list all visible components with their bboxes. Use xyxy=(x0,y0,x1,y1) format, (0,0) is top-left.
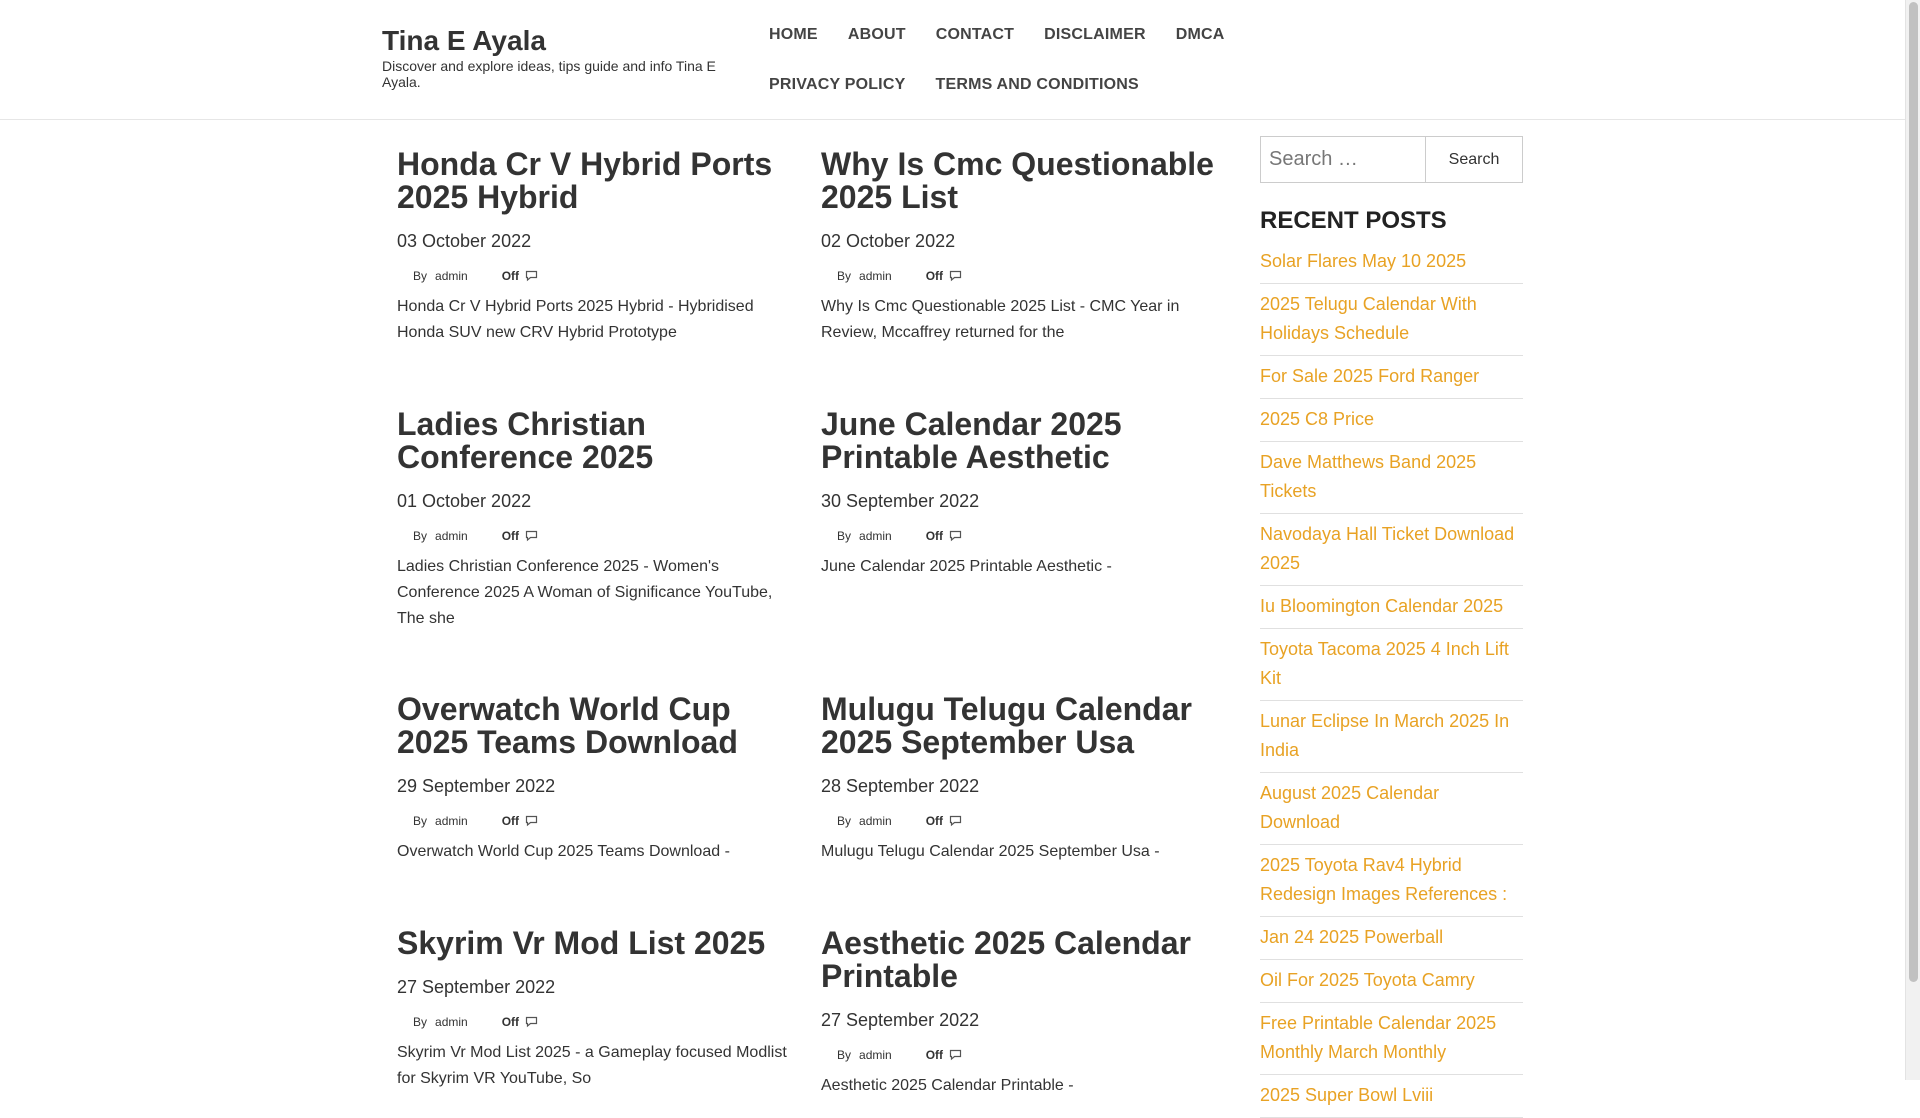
comments-status: Off xyxy=(501,814,520,828)
nav-link-home[interactable]: HOME xyxy=(769,26,818,43)
list-item xyxy=(1260,241,1523,284)
meta-by-label: By xyxy=(413,269,428,283)
post-excerpt: Skyrim Vr Mod List 2025 - a Gameplay focused Modlist for Skyrim VR YouTube, So xyxy=(397,1044,787,1087)
comment-icon xyxy=(525,530,538,542)
folder-icon xyxy=(488,529,498,543)
post-excerpt: Overwatch World Cup 2025 Teams Download - xyxy=(397,843,730,860)
post-meta xyxy=(821,268,1221,284)
recent-post-link[interactable]: Jan 24 2025 Powerball xyxy=(1260,927,1444,947)
recent-post-link[interactable]: Free Printable Calendar 2025 Monthly March Monthly xyxy=(1260,1013,1497,1062)
recent-post-link[interactable]: 2025 Telugu Calendar With Holidays Schedule xyxy=(1260,294,1477,343)
comments-status: Off xyxy=(925,269,944,283)
comments-status: Off xyxy=(925,1048,944,1062)
list-item xyxy=(1260,917,1523,960)
nav-item-disclaimer xyxy=(1029,10,1161,60)
post-title-link[interactable]: Honda Cr V Hybrid Ports 2025 Hybrid xyxy=(397,146,773,215)
site-header xyxy=(0,0,1905,120)
user-icon xyxy=(821,529,835,543)
post-title-link[interactable]: Skyrim Vr Mod List 2025 xyxy=(397,925,766,961)
post-date: 03 October 2022 xyxy=(397,231,532,251)
comments-status: Off xyxy=(925,814,944,828)
comments-status: Off xyxy=(501,529,520,543)
user-icon xyxy=(397,529,411,543)
list-item xyxy=(1260,284,1523,356)
list-item xyxy=(1260,442,1523,514)
comments-status: Off xyxy=(501,269,520,283)
search-button[interactable]: Search xyxy=(1426,136,1523,183)
post-card xyxy=(821,408,1221,580)
meta-by-label: By xyxy=(413,1015,428,1029)
list-item xyxy=(1260,356,1523,399)
post-card xyxy=(821,148,1221,346)
post-meta xyxy=(821,1047,1221,1063)
folder-icon xyxy=(912,269,922,283)
search-input[interactable] xyxy=(1260,136,1426,183)
scrollbar-thumb[interactable] xyxy=(1909,2,1918,982)
list-item xyxy=(1260,1075,1523,1118)
recent-post-link[interactable]: 2025 Toyota Rav4 Hybrid Redesign Images References : xyxy=(1260,855,1508,904)
recent-post-link[interactable]: Navodaya Hall Ticket Download 2025 xyxy=(1260,524,1515,573)
folder-icon xyxy=(912,814,922,828)
comments-status: Off xyxy=(501,1015,520,1029)
post-title-link[interactable]: Why Is Cmc Questionable 2025 List xyxy=(821,146,1214,215)
post-meta xyxy=(821,528,1221,544)
comment-icon xyxy=(525,815,538,827)
recent-post-link[interactable]: August 2025 Calendar Download xyxy=(1260,783,1440,832)
post-author-link[interactable]: admin xyxy=(435,1015,468,1029)
post-excerpt: Mulugu Telugu Calendar 2025 September Usa - xyxy=(821,843,1160,860)
post-title-link[interactable]: Aesthetic 2025 Calendar Printable xyxy=(821,925,1191,994)
post-author-link[interactable]: admin xyxy=(859,814,892,828)
meta-by-label: By xyxy=(837,529,852,543)
site-title-link[interactable]: Tina E Ayala xyxy=(382,25,546,56)
recent-post-link[interactable]: Lunar Eclipse In March 2025 In India xyxy=(1260,711,1510,760)
site-branding xyxy=(382,26,732,90)
list-item xyxy=(1260,514,1523,586)
nav-link-contact[interactable]: CONTACT xyxy=(935,26,1015,43)
nav-item-dmca xyxy=(1161,10,1240,60)
meta-by-label: By xyxy=(837,269,852,283)
recent-posts-list xyxy=(1260,241,1523,1118)
post-title-link[interactable]: June Calendar 2025 Printable Aesthetic xyxy=(821,406,1122,475)
post-title-link[interactable]: Mulugu Telugu Calendar 2025 September Usa xyxy=(821,691,1192,760)
recent-post-link[interactable]: Iu Bloomington Calendar 2025 xyxy=(1260,596,1504,616)
recent-post-link[interactable]: Solar Flares May 10 2025 xyxy=(1260,251,1467,271)
meta-by-label: By xyxy=(837,1048,852,1062)
list-item xyxy=(1260,399,1523,442)
post-card xyxy=(397,408,797,632)
list-item xyxy=(1260,960,1523,1003)
post-date: 02 October 2022 xyxy=(821,231,956,251)
recent-post-link[interactable]: For Sale 2025 Ford Ranger xyxy=(1260,366,1480,386)
post-meta xyxy=(397,813,797,829)
post-title-link[interactable]: Ladies Christian Conference 2025 xyxy=(397,406,654,475)
post-excerpt: Ladies Christian Conference 2025 - Women's Conference 2025 A Woman of Significance YouTube, The she xyxy=(397,558,773,627)
meta-by-label: By xyxy=(837,814,852,828)
recent-post-link[interactable]: Dave Matthews Band 2025 Tickets xyxy=(1260,452,1477,501)
folder-icon xyxy=(488,269,498,283)
page-scrollbar[interactable] xyxy=(1905,0,1920,1080)
post-card xyxy=(821,693,1221,865)
recent-posts-title: RECENT POSTS xyxy=(1260,207,1447,234)
post-meta xyxy=(821,813,1221,829)
nav-link-terms[interactable]: TERMS AND CONDITIONS xyxy=(935,76,1139,93)
user-icon xyxy=(821,814,835,828)
post-date: 30 September 2022 xyxy=(821,491,980,511)
post-author-link[interactable]: admin xyxy=(859,529,892,543)
post-excerpt: Aesthetic 2025 Calendar Printable - xyxy=(821,1077,1074,1094)
list-item xyxy=(1260,586,1523,629)
list-item xyxy=(1260,773,1523,845)
site-description: Discover and explore ideas, tips guide and info Tina E Ayala. xyxy=(382,58,716,90)
post-meta xyxy=(397,1014,797,1030)
comment-icon xyxy=(949,270,962,282)
post-date: 27 September 2022 xyxy=(397,977,556,997)
user-icon xyxy=(821,1048,835,1062)
folder-icon xyxy=(912,1048,922,1062)
folder-icon xyxy=(488,1015,498,1029)
recent-post-link[interactable]: 2025 Super Bowl Lviii xyxy=(1260,1085,1434,1105)
nav-link-privacy-policy[interactable]: PRIVACY POLICY xyxy=(769,76,906,93)
nav-item-about xyxy=(833,10,921,60)
recent-post-link[interactable]: 2025 C8 Price xyxy=(1260,409,1375,429)
nav-link-dmca[interactable]: DMCA xyxy=(1175,26,1225,43)
post-card xyxy=(397,693,797,865)
post-author-link[interactable]: admin xyxy=(859,1048,892,1062)
user-icon xyxy=(397,269,411,283)
post-author-link[interactable]: admin xyxy=(435,814,468,828)
user-icon xyxy=(397,814,411,828)
folder-icon xyxy=(488,814,498,828)
post-date: 27 September 2022 xyxy=(821,1010,980,1030)
comment-icon xyxy=(949,530,962,542)
post-date: 28 September 2022 xyxy=(821,776,980,796)
comment-icon xyxy=(525,1016,538,1028)
post-date: 29 September 2022 xyxy=(397,776,556,796)
post-meta xyxy=(397,268,797,284)
post-meta xyxy=(397,528,797,544)
post-author-link[interactable]: admin xyxy=(435,529,468,543)
meta-by-label: By xyxy=(413,814,428,828)
post-title-link[interactable]: Overwatch World Cup 2025 Teams Download xyxy=(397,691,738,760)
comment-icon xyxy=(949,1049,962,1061)
post-card xyxy=(397,927,797,1092)
nav-link-disclaimer[interactable]: DISCLAIMER xyxy=(1044,26,1146,43)
sidebar xyxy=(1260,136,1523,1118)
nav-link-about[interactable]: ABOUT xyxy=(847,26,906,43)
search-form xyxy=(1260,136,1523,183)
post-card xyxy=(821,927,1221,1099)
main-navigation xyxy=(754,10,1394,110)
user-icon xyxy=(821,269,835,283)
nav-item-contact xyxy=(921,10,1029,60)
comment-icon xyxy=(949,815,962,827)
post-excerpt: Honda Cr V Hybrid Ports 2025 Hybrid - Hybridised Honda SUV new CRV Hybrid Prototype xyxy=(397,298,754,341)
list-item xyxy=(1260,1003,1523,1075)
list-item xyxy=(1260,701,1523,773)
nav-item-privacy-policy xyxy=(754,60,920,110)
list-item xyxy=(1260,845,1523,917)
post-card xyxy=(397,148,797,346)
meta-by-label: By xyxy=(413,529,428,543)
comments-status: Off xyxy=(925,529,944,543)
post-author-link[interactable]: admin xyxy=(859,269,892,283)
post-date: 01 October 2022 xyxy=(397,491,532,511)
nav-item-home xyxy=(754,10,833,60)
folder-icon xyxy=(912,529,922,543)
recent-post-link[interactable]: Toyota Tacoma 2025 4 Inch Lift Kit xyxy=(1260,639,1509,688)
recent-post-link[interactable]: Oil For 2025 Toyota Camry xyxy=(1260,970,1475,990)
post-author-link[interactable]: admin xyxy=(435,269,468,283)
comment-icon xyxy=(525,270,538,282)
nav-item-terms xyxy=(920,60,1153,110)
post-excerpt: Why Is Cmc Questionable 2025 List - CMC Year in Review, Mccaffrey returned for the xyxy=(821,298,1180,341)
user-icon xyxy=(397,1015,411,1029)
post-excerpt: June Calendar 2025 Printable Aesthetic - xyxy=(821,558,1112,575)
list-item xyxy=(1260,629,1523,701)
